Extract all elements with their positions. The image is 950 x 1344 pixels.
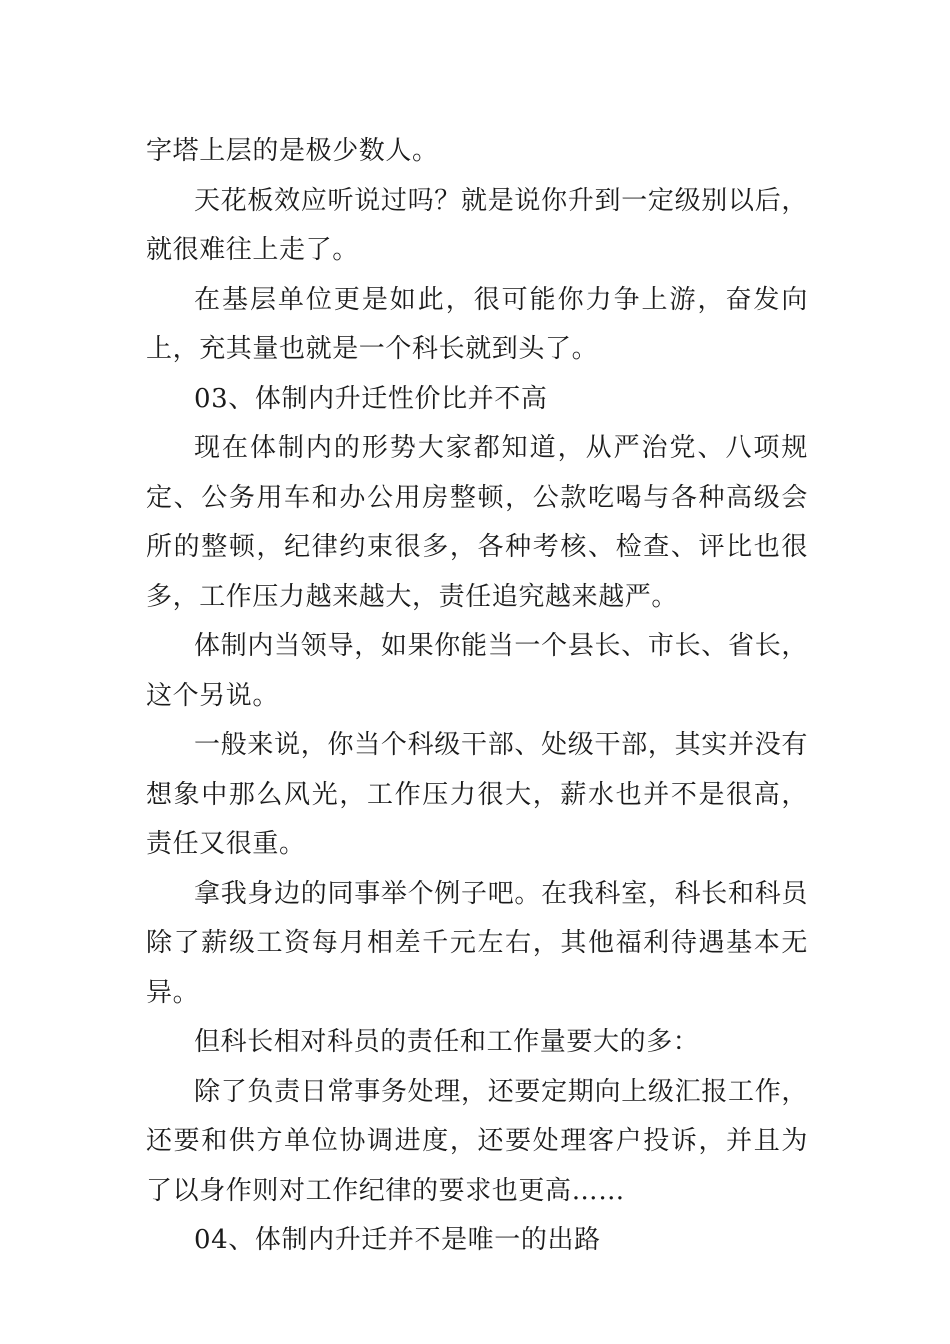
- section-heading-04: 04、体制内升迁并不是唯一的出路: [194, 1225, 601, 1255]
- paragraph-grassroots: 在基层单位更是如此，很可能你力争上游，奋发向上，充其量也就是一个科长就到头了。: [146, 284, 808, 364]
- paragraph-example: 拿我身边的同事举个例子吧。在我科室，科长和科员除了薪级工资每月相差千元左右，其他福利待遇基本无异。: [146, 878, 808, 1008]
- paragraph-responsibility: 但科长相对科员的责任和工作量要大的多：: [194, 1027, 700, 1057]
- section-heading-03: 03、体制内升迁性价比并不高: [194, 383, 548, 414]
- paragraph-generally: 一般来说，你当个科级干部、处级干部，其实并没有想象中那么风光，工作压力很大，薪水也并不是很高，责任又很重。: [146, 730, 808, 859]
- paragraph-situation: 现在体制内的形势大家都知道，从严治党、八项规定、公务用车和办公用房整顿，公款吃喝与各种高级会所的整顿，纪律约束很多，各种考核、检查、评比也很多，工作压力越来越大，责任追究越来越严。: [146, 433, 808, 612]
- paragraph-continuation: 字塔上层的是极少数人。: [146, 136, 439, 166]
- paragraph-duties: 除了负责日常事务处理，还要定期向上级汇报工作，还要和供方单位协调进度，还要处理客户投诉，并且为了以身作则对工作纪律的要求也更高……: [146, 1076, 808, 1206]
- paragraph-ceiling-effect: 天花板效应听说过吗？就是说你升到一定级别以后，就很难往上走了。: [146, 185, 808, 265]
- document-body: [146, 127, 808, 1266]
- paragraph-leadership: 体制内当领导，如果你能当一个县长、市长、省长，这个另说。: [146, 631, 808, 711]
